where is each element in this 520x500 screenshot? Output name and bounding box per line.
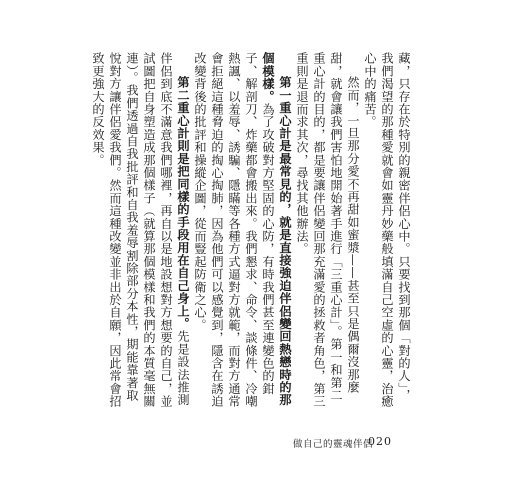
vertical-text-body (91, 52, 412, 412)
bold-text-segment: 第二重心計則是把同樣的手段用在自己身上。 (176, 76, 190, 331)
paragraph (89, 52, 191, 412)
running-title: 做自己的靈魂伴侶 (293, 439, 374, 450)
bold-text-segment: 第一重心計是最常見的，就是直接強迫伴侶變回熱戀時的那個模樣。 (261, 52, 292, 407)
paragraph (361, 52, 412, 412)
text-segment: 然而，一旦那分愛不再甜如蜜漿——甚至只是偶爾沒那麼甜，就會讓我們害怕地開始著手進行「三重心計」。第一和第二重心計的目的，都是要讓伴侶變回那充滿愛的拯救者角色，第三重則是退而求其次，尋找其他辦法。 (295, 52, 360, 408)
text-segment: 為了攻破對方堅固的心防，有時我們甚至連變色的鉗子、解剖刀、炸藥都會搬出來。我們懇求、命令、談條件、冷嘲熱諷、以羞辱、誘騙、隱瞞等各種方式逼對方就範，而對方通常會拒絕這種脅迫的掏心掏肺，因為他們可以感覺到，隱含在誘迫改變背後的批評和操縱企圖，從而豎起防衛之心。 (193, 52, 275, 408)
text-segment: 先是設法推測伴侶到底不滿意我們哪裡，再自以是地設想對方想要的自己，並試圖把自身塑造成那個樣子（就算那個模樣和我們的本質毫無關連）。我們透過自我批評和自我羞辱割除部分本性，期能靠著取悅對方讓伴侶愛我們。然而這種改變並非出於自願，因此常會招致更強大的反效果。 (91, 52, 190, 408)
page-number: 020 (368, 435, 392, 448)
paragraph (293, 52, 361, 412)
page-footer (0, 436, 520, 452)
text-segment: 藏，只存在於特別的親密伴侶心中。只要找到那個「對的人」，我們渴望的那種愛就會如靈丹妙藥般填滿自己空虛的心靈，治癒心中的痛苦。 (363, 52, 411, 408)
paragraph (191, 52, 293, 412)
